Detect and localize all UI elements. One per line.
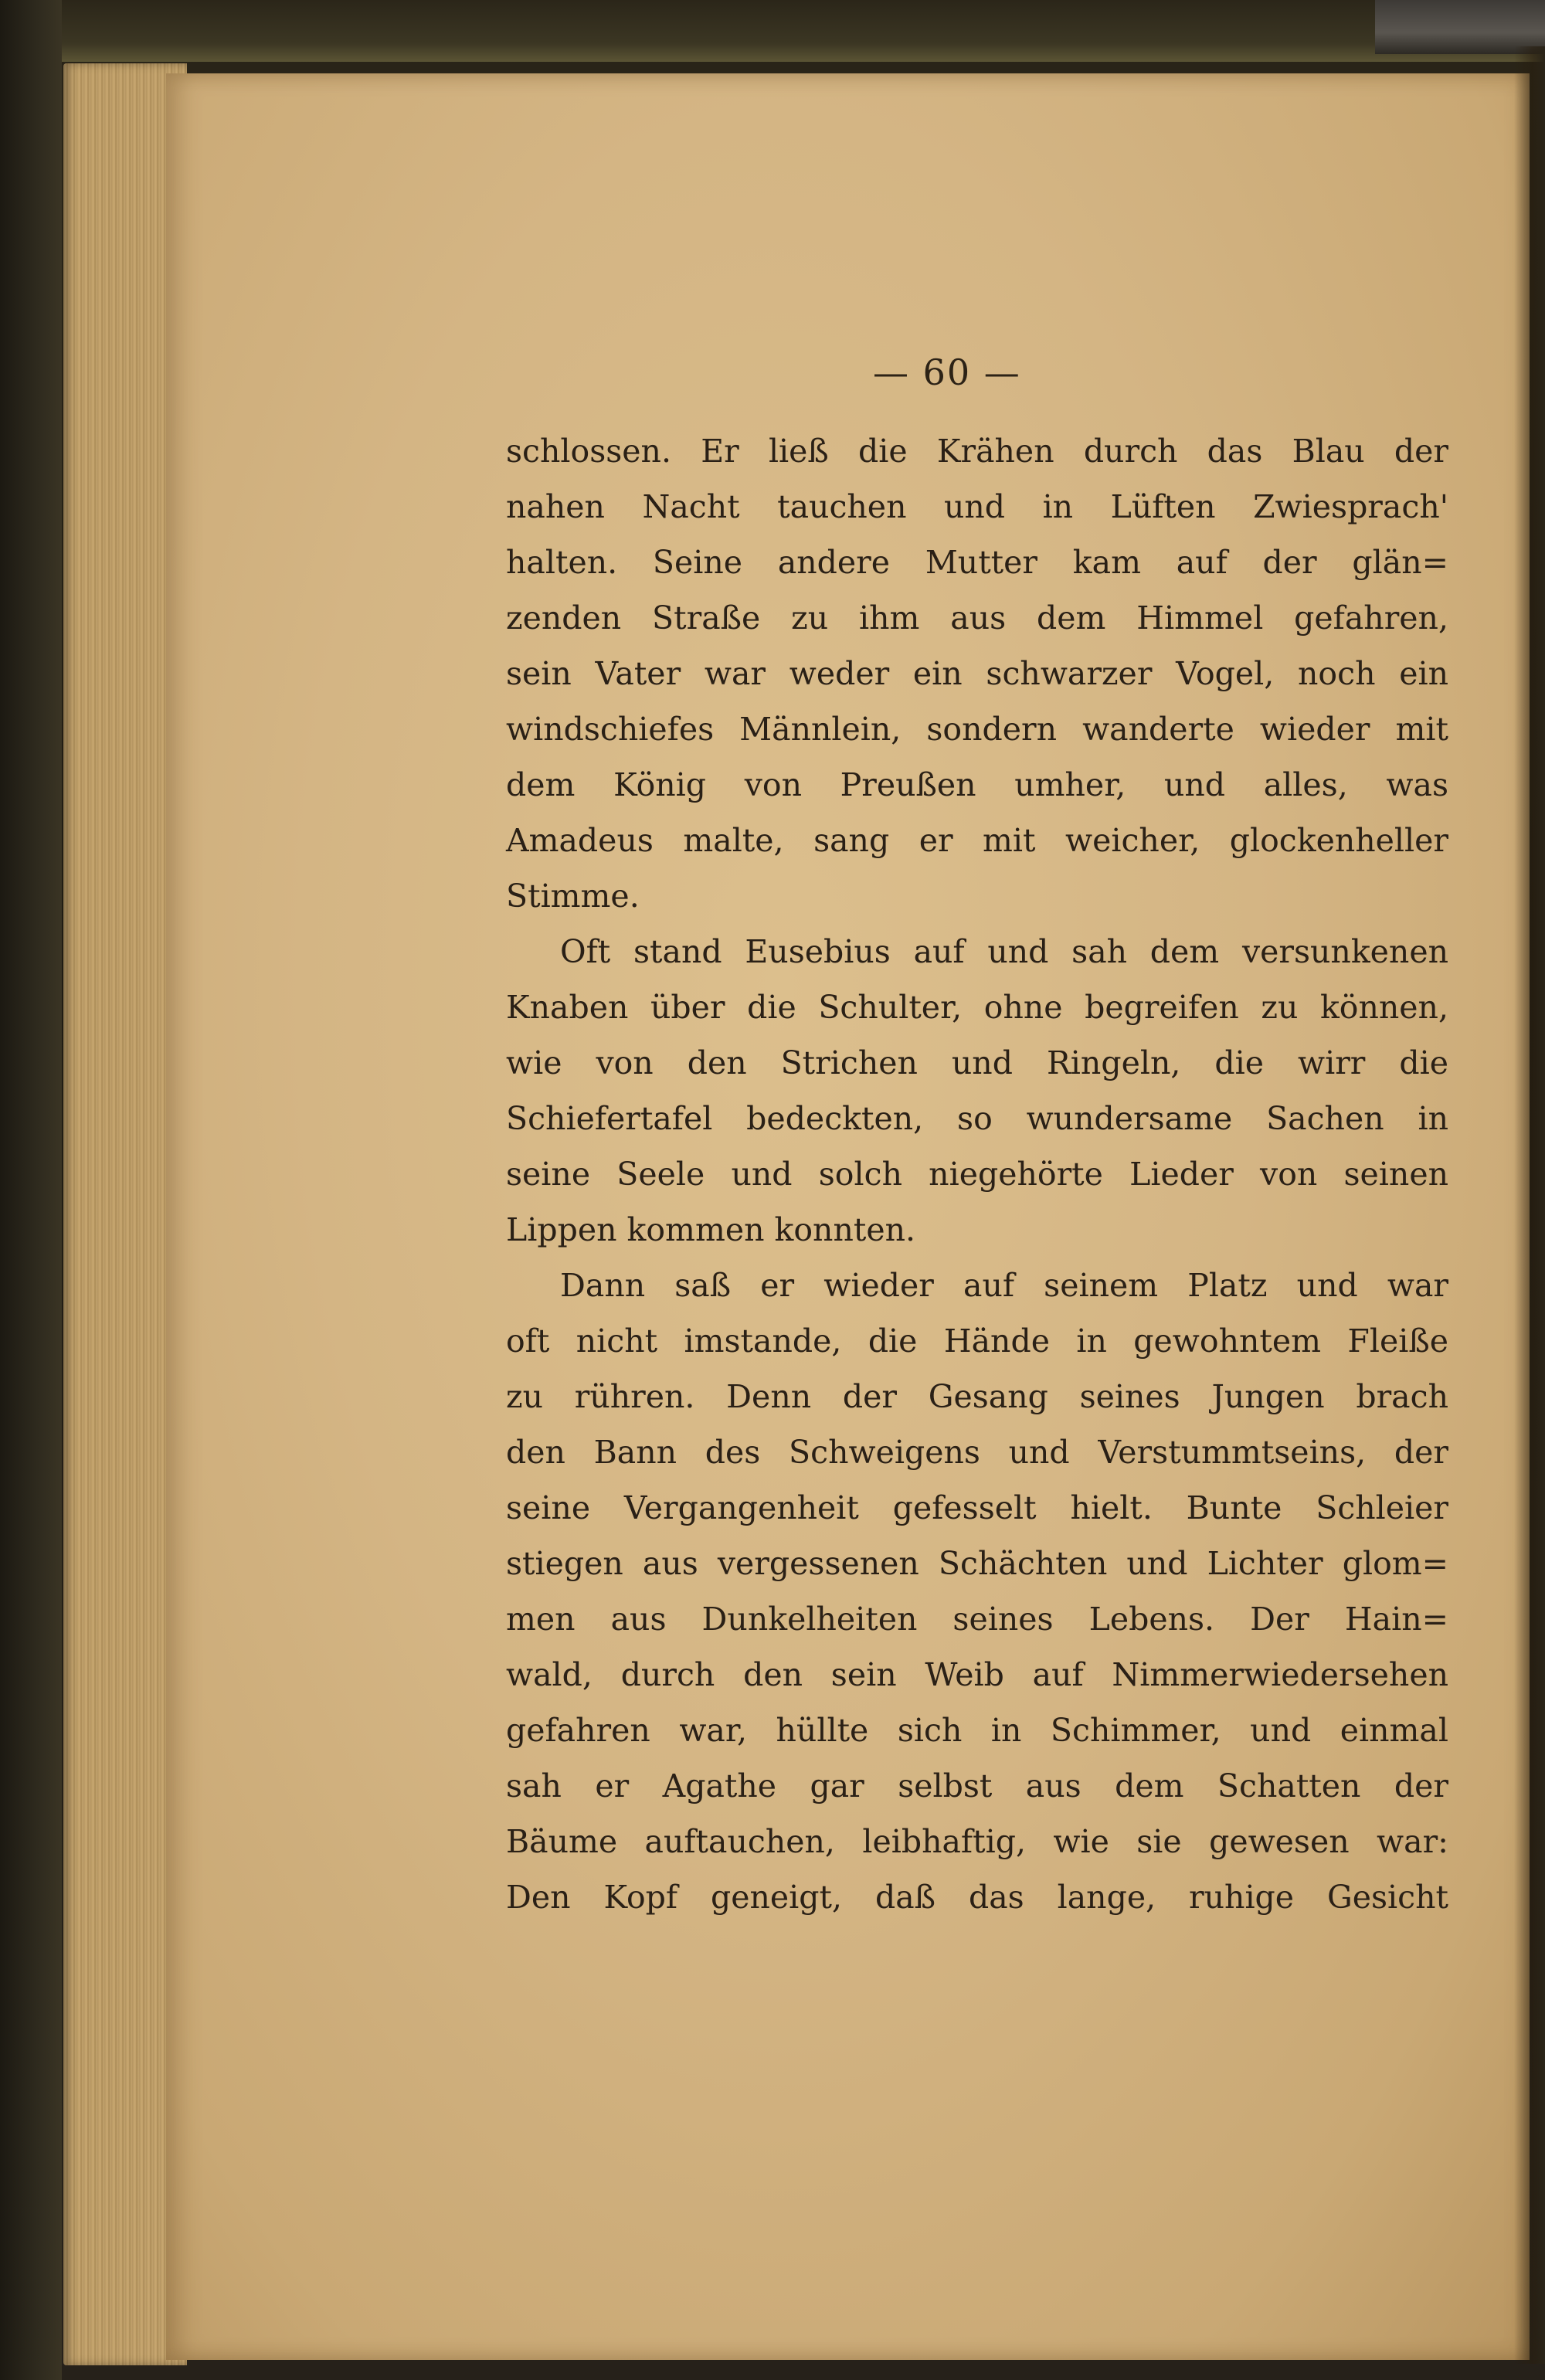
text-line: wald, durch den sein Weib auf Nimmerwiedersehen bbox=[506, 1656, 1448, 1693]
text-line: nahen Nacht tauchen und in Lüften Zwiesprach' bbox=[506, 488, 1448, 525]
text-line: men aus Dunkelheiten seines Lebens. Der Hain= bbox=[506, 1601, 1448, 1638]
text-line: seine Vergangenheit gefesselt hielt. Bunte Schleier bbox=[506, 1489, 1448, 1526]
text-line: halten. Seine andere Mutter kam auf der glän= bbox=[506, 544, 1448, 581]
text-line: zu rühren. Denn der Gesang seines Jungen brach bbox=[506, 1378, 1448, 1415]
text-line: den Bann des Schweigens und Verstummtseins, der bbox=[506, 1434, 1448, 1471]
text-line: seine Seele und solch niegehörte Lieder von seinen bbox=[506, 1156, 1448, 1193]
text-line: sein Vater war weder ein schwarzer Vogel, noch ein bbox=[506, 655, 1448, 692]
text-line: sah er Agathe gar selbst aus dem Schatten der bbox=[506, 1767, 1448, 1805]
text-line: schlossen. Er ließ die Krähen durch das Blau der bbox=[506, 433, 1448, 470]
text-line: Bäume auftauchen, leibhaftig, wie sie gewesen war: bbox=[506, 1823, 1448, 1860]
book-cover-top bbox=[0, 0, 1545, 62]
page-text bbox=[506, 423, 1448, 1925]
text-line: Stimme. bbox=[506, 878, 640, 915]
text-line: Lippen kommen konnten. bbox=[506, 1211, 916, 1248]
text-line: windschiefes Männlein, sondern wanderte wieder mit bbox=[506, 711, 1448, 748]
page-number: — 60 — bbox=[873, 351, 1021, 393]
text-line: Amadeus malte, sang er mit weicher, glockenheller bbox=[506, 822, 1448, 859]
text-line: Knaben über die Schulter, ohne begreifen zu können, bbox=[506, 989, 1448, 1026]
text-line: Den Kopf geneigt, daß das lange, ruhige Gesicht bbox=[506, 1879, 1448, 1916]
text-line: oft nicht imstande, die Hände in gewohntem Fleiße bbox=[506, 1322, 1448, 1360]
book-cover-left bbox=[0, 0, 62, 2380]
text-line: Oft stand Eusebius auf und sah dem versunkenen bbox=[560, 933, 1448, 970]
text-line: dem König von Preußen umher, und alles, was bbox=[506, 766, 1448, 803]
page-gutter-shadow bbox=[1514, 46, 1545, 2364]
text-line: zenden Straße zu ihm aus dem Himmel gefahren, bbox=[506, 599, 1448, 637]
text-line: gefahren war, hüllte sich in Schimmer, und einmal bbox=[506, 1712, 1448, 1749]
text-line: Dann saß er wieder auf seinem Platz und war bbox=[560, 1267, 1448, 1304]
text-line: stiegen aus vergessenen Schächten und Lichter glom= bbox=[506, 1545, 1448, 1582]
text-line: Schiefertafel bedeckten, so wundersame Sachen in bbox=[506, 1100, 1448, 1137]
text-line: wie von den Strichen und Ringeln, die wirr die bbox=[506, 1044, 1448, 1081]
